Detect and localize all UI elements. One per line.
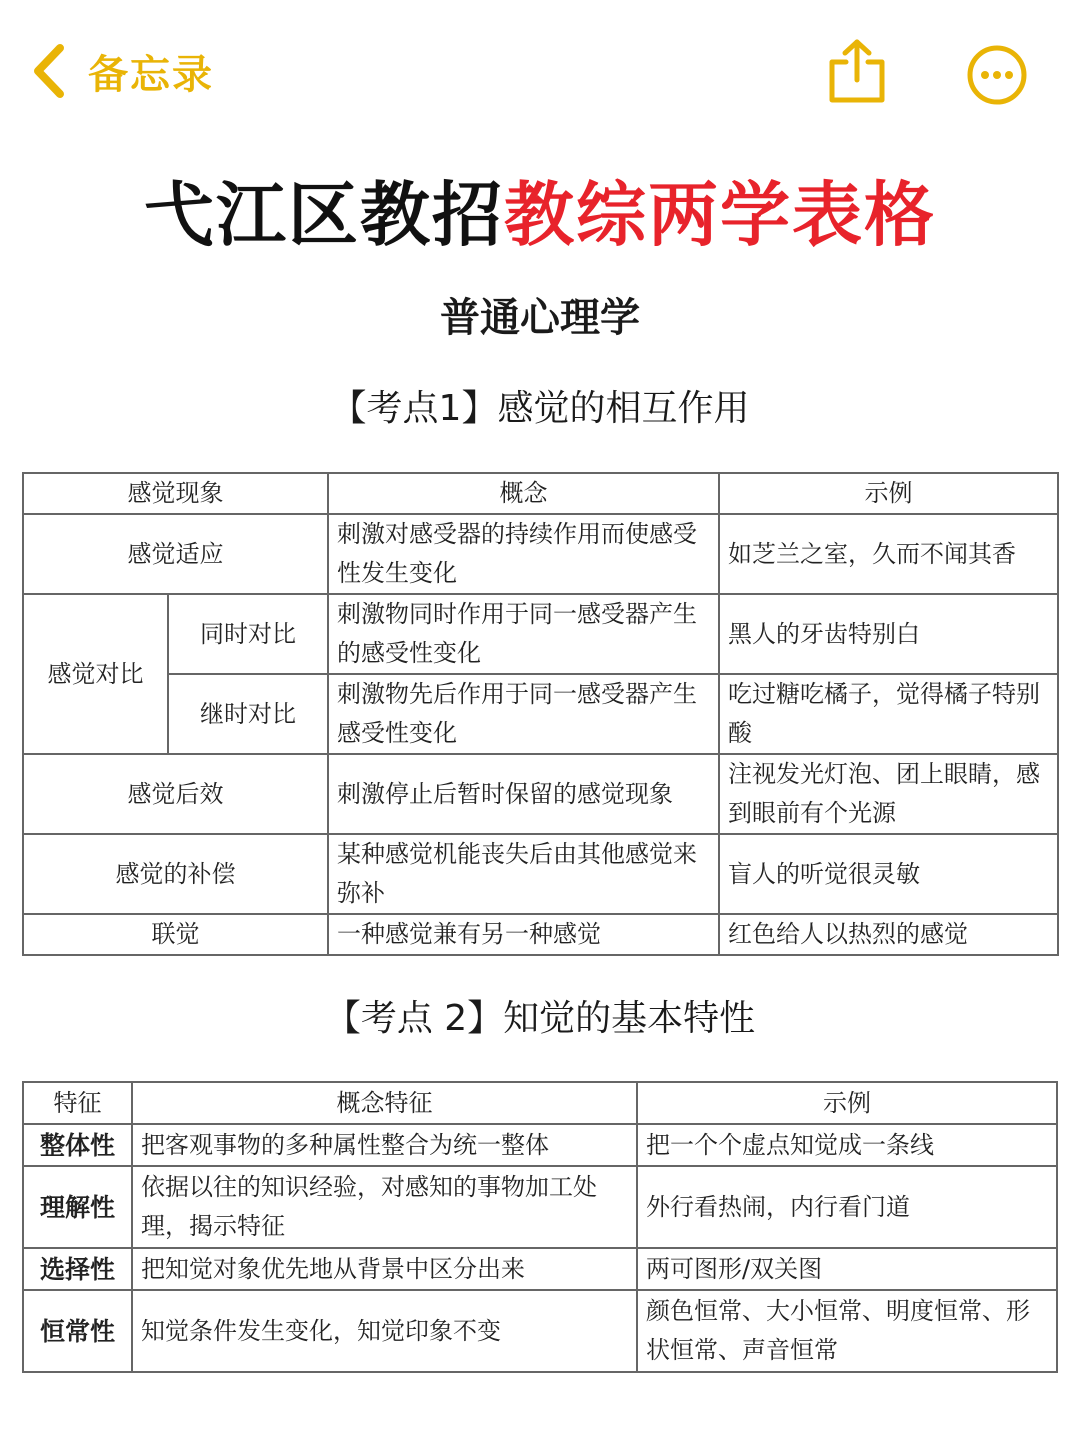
table-row <box>23 514 1058 594</box>
column-header: 概念 <box>328 473 719 514</box>
table-row <box>23 1124 1057 1166</box>
feature-cell: 选择性 <box>23 1248 132 1290</box>
table-header-row <box>23 473 1058 514</box>
nav-bar <box>0 0 1080 150</box>
column-header: 特征 <box>23 1082 132 1124</box>
concept-cell: 刺激物同时作用于同一感受器产生的感受性变化 <box>328 594 719 674</box>
phenomenon-cell: 感觉的补偿 <box>23 834 328 914</box>
concept-cell: 某种感觉机能丧失后由其他感觉来弥补 <box>328 834 719 914</box>
page-title <box>0 172 1080 258</box>
example-cell: 如芝兰之室，久而不闻其香 <box>719 514 1058 594</box>
table-row <box>23 1290 1057 1372</box>
concept-cell: 刺激停止后暂时保留的感觉现象 <box>328 754 719 834</box>
example-cell: 颜色恒常、大小恒常、明度恒常、形状恒常、声音恒常 <box>637 1290 1057 1372</box>
example-cell: 把一个个虚点知觉成一条线 <box>637 1124 1057 1166</box>
concept-cell: 把客观事物的多种属性整合为统一整体 <box>132 1124 637 1166</box>
example-cell: 注视发光灯泡、团上眼睛，感到眼前有个光源 <box>719 754 1058 834</box>
more-icon[interactable] <box>966 44 1028 106</box>
table-header-row <box>23 1082 1057 1124</box>
concept-cell: 刺激对感受器的持续作用而使感受性发生变化 <box>328 514 719 594</box>
section2-heading: 【考点 2】知觉的基本特性 <box>324 998 756 1039</box>
concept-cell: 刺激物先后作用于同一感受器产生感受性变化 <box>328 674 719 754</box>
table-row <box>23 834 1058 914</box>
example-cell: 吃过糖吃橘子，觉得橘子特别酸 <box>719 674 1058 754</box>
share-icon[interactable] <box>828 38 886 104</box>
table-row <box>23 1248 1057 1290</box>
feature-cell: 整体性 <box>23 1124 132 1166</box>
back-button[interactable] <box>30 42 214 100</box>
feature-cell: 恒常性 <box>23 1290 132 1372</box>
title-part2: 教综两学表格 <box>504 174 936 256</box>
title-part1: 弋江区教招 <box>144 174 504 256</box>
example-cell: 黑人的牙齿特别白 <box>719 594 1058 674</box>
example-cell: 红色给人以热烈的感觉 <box>719 914 1058 955</box>
subtype-cell: 继时对比 <box>168 674 328 754</box>
phenomenon-cell: 感觉后效 <box>23 754 328 834</box>
phenomenon-cell: 感觉对比 <box>23 594 168 754</box>
table-row <box>23 594 1058 674</box>
feature-cell: 理解性 <box>23 1166 132 1248</box>
concept-cell: 知觉条件发生变化，知觉印象不变 <box>132 1290 637 1372</box>
chevron-left-icon <box>30 42 68 100</box>
section1-heading: 【考点1】感觉的相互作用 <box>330 388 750 429</box>
table-row <box>23 914 1058 955</box>
column-header: 概念特征 <box>132 1082 637 1124</box>
subtype-cell: 同时对比 <box>168 594 328 674</box>
concept-cell: 把知觉对象优先地从背景中区分出来 <box>132 1248 637 1290</box>
column-header: 感觉现象 <box>23 473 328 514</box>
table-row <box>23 674 1058 754</box>
phenomenon-cell: 联觉 <box>23 914 328 955</box>
back-label: 备忘录 <box>88 51 214 98</box>
phenomenon-cell: 感觉适应 <box>23 514 328 594</box>
column-header: 示例 <box>719 473 1058 514</box>
subtitle: 普通心理学 <box>440 295 640 341</box>
example-cell: 盲人的听觉很灵敏 <box>719 834 1058 914</box>
sensation-table <box>22 472 1059 956</box>
example-cell: 两可图形/双关图 <box>637 1248 1057 1290</box>
example-cell: 外行看热闹，内行看门道 <box>637 1166 1057 1248</box>
column-header: 示例 <box>637 1082 1057 1124</box>
table-row <box>23 754 1058 834</box>
concept-cell: 依据以往的知识经验，对感知的事物加工处理，揭示特征 <box>132 1166 637 1248</box>
table-row <box>23 1166 1057 1248</box>
concept-cell: 一种感觉兼有另一种感觉 <box>328 914 719 955</box>
perception-table <box>22 1081 1058 1373</box>
